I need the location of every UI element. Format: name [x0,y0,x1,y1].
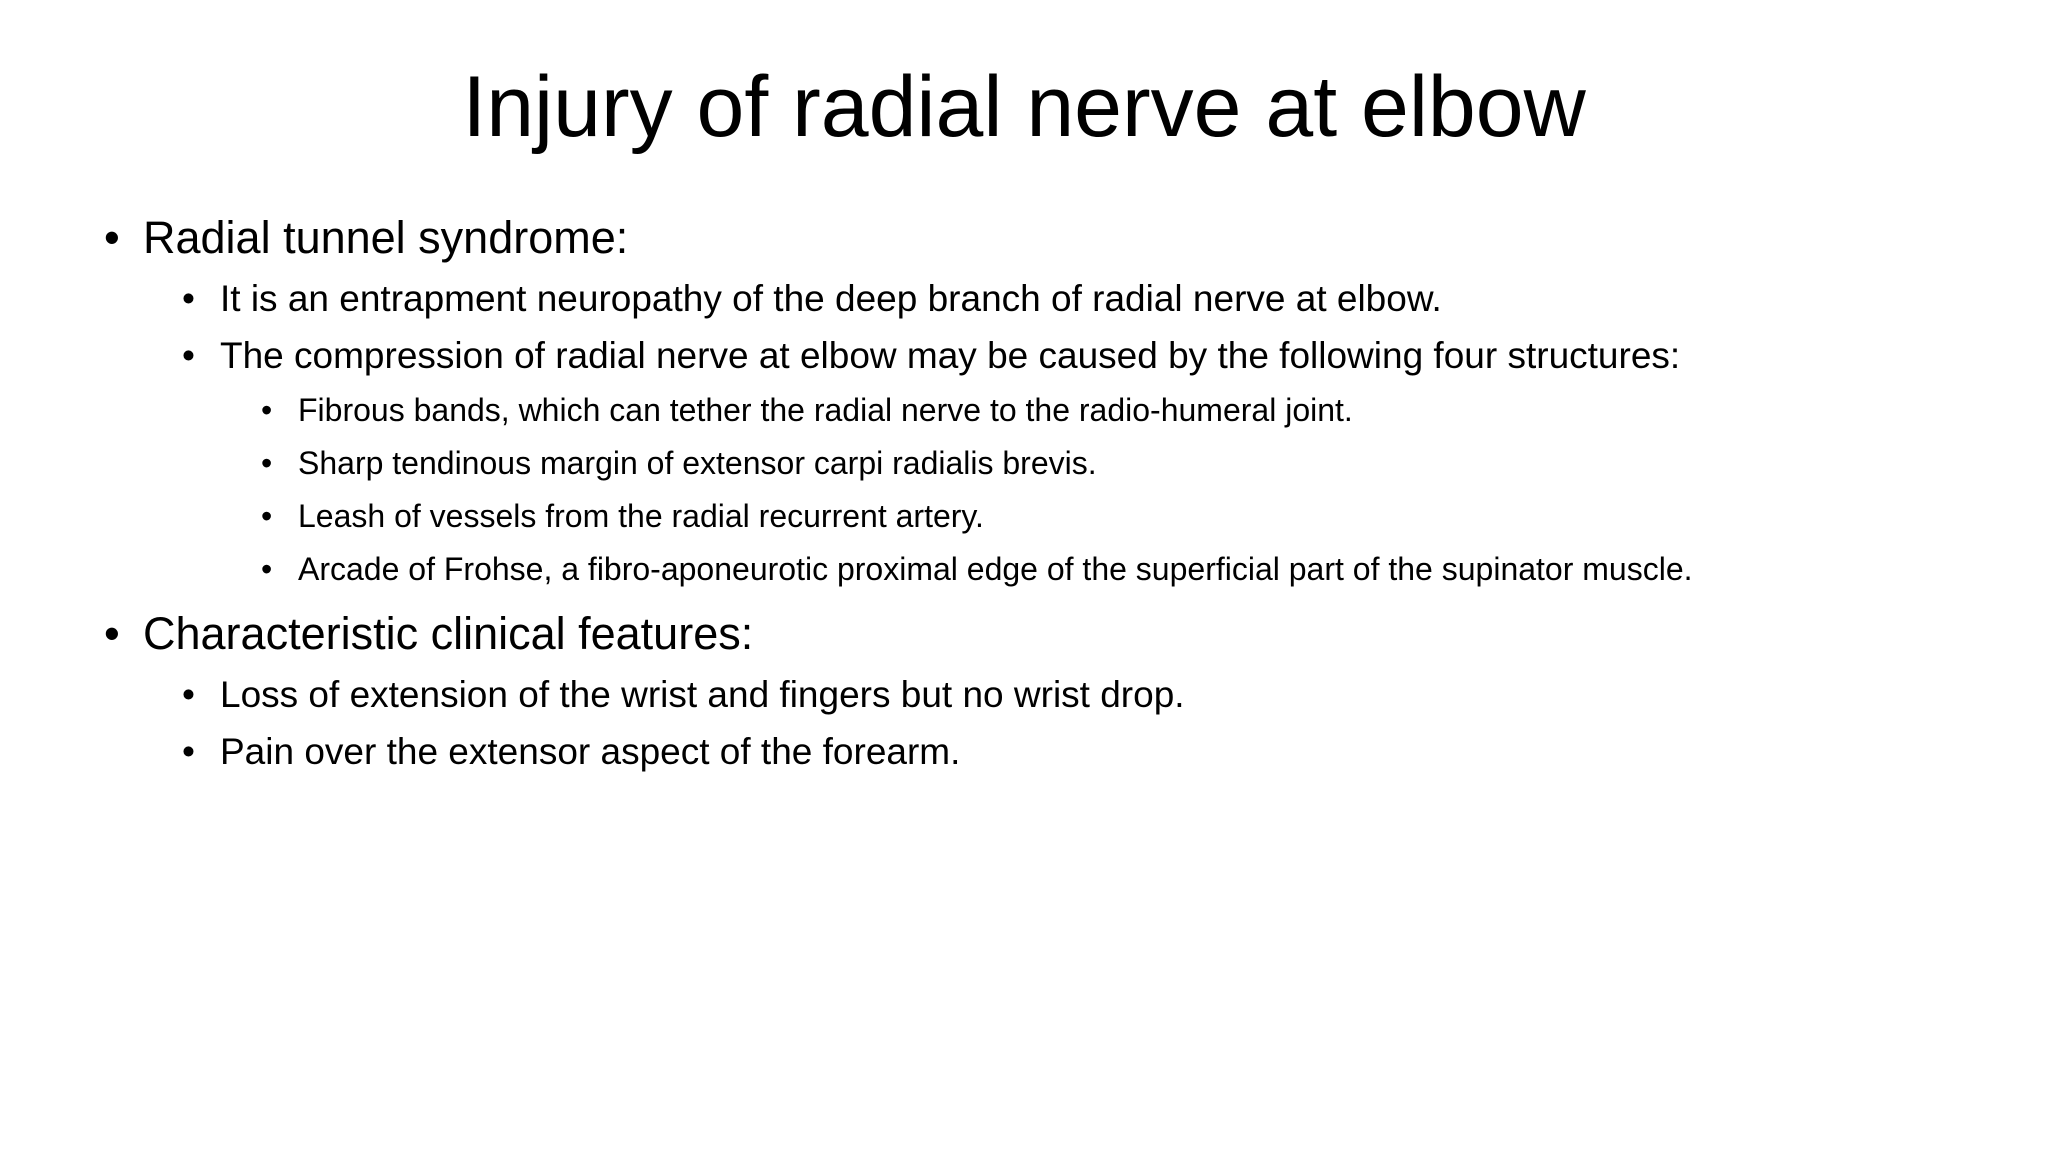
bullet-level2-item [104,666,1964,723]
bullet-dot-icon: • [104,608,120,659]
bullet-level1-radial-tunnel-syndrome [104,206,1964,270]
bullet-text: It is an entrapment neuropathy of the deep branch of radial nerve at elbow. [220,278,1442,319]
bullet-dot-icon: • [261,551,273,587]
bullet-level2-item [104,327,1964,384]
bullet-text: Arcade of Frohse, a fibro-aponeurotic proximal edge of the superficial part of the supinator muscle. [298,551,1693,587]
bullet-dot-icon: • [182,278,195,319]
bullet-text: Loss of extension of the wrist and fingers but no wrist drop. [220,674,1185,715]
bullet-dot-icon: • [261,392,273,428]
bullet-dot-icon: • [261,498,273,534]
bullet-text: Pain over the extensor aspect of the forearm. [220,731,961,772]
slide-content [104,206,1964,780]
section-heading: Characteristic clinical features: [143,608,754,659]
bullet-level2-item [104,270,1964,327]
bullet-dot-icon: • [182,731,195,772]
bullet-dot-icon: • [104,212,120,263]
section-heading: Radial tunnel syndrome: [143,212,629,263]
bullet-level3-item [104,490,1964,543]
bullet-text: Leash of vessels from the radial recurrent artery. [298,498,984,534]
bullet-level2-item [104,723,1964,780]
bullet-text: The compression of radial nerve at elbow may be caused by the following four structures: [220,335,1681,376]
bullet-level3-item [104,437,1964,490]
bullet-text: Sharp tendinous margin of extensor carpi radialis brevis. [298,445,1097,481]
bullet-dot-icon: • [182,674,195,715]
bullet-dot-icon: • [182,335,195,376]
bullet-dot-icon: • [261,445,273,481]
bullet-level1-clinical-features [104,602,1964,666]
bullet-level3-item [104,384,1964,437]
bullet-level3-item [104,543,1964,596]
bullet-text: Fibrous bands, which can tether the radial nerve to the radio-humeral joint. [298,392,1353,428]
slide-title: Injury of radial nerve at elbow [462,59,1586,155]
